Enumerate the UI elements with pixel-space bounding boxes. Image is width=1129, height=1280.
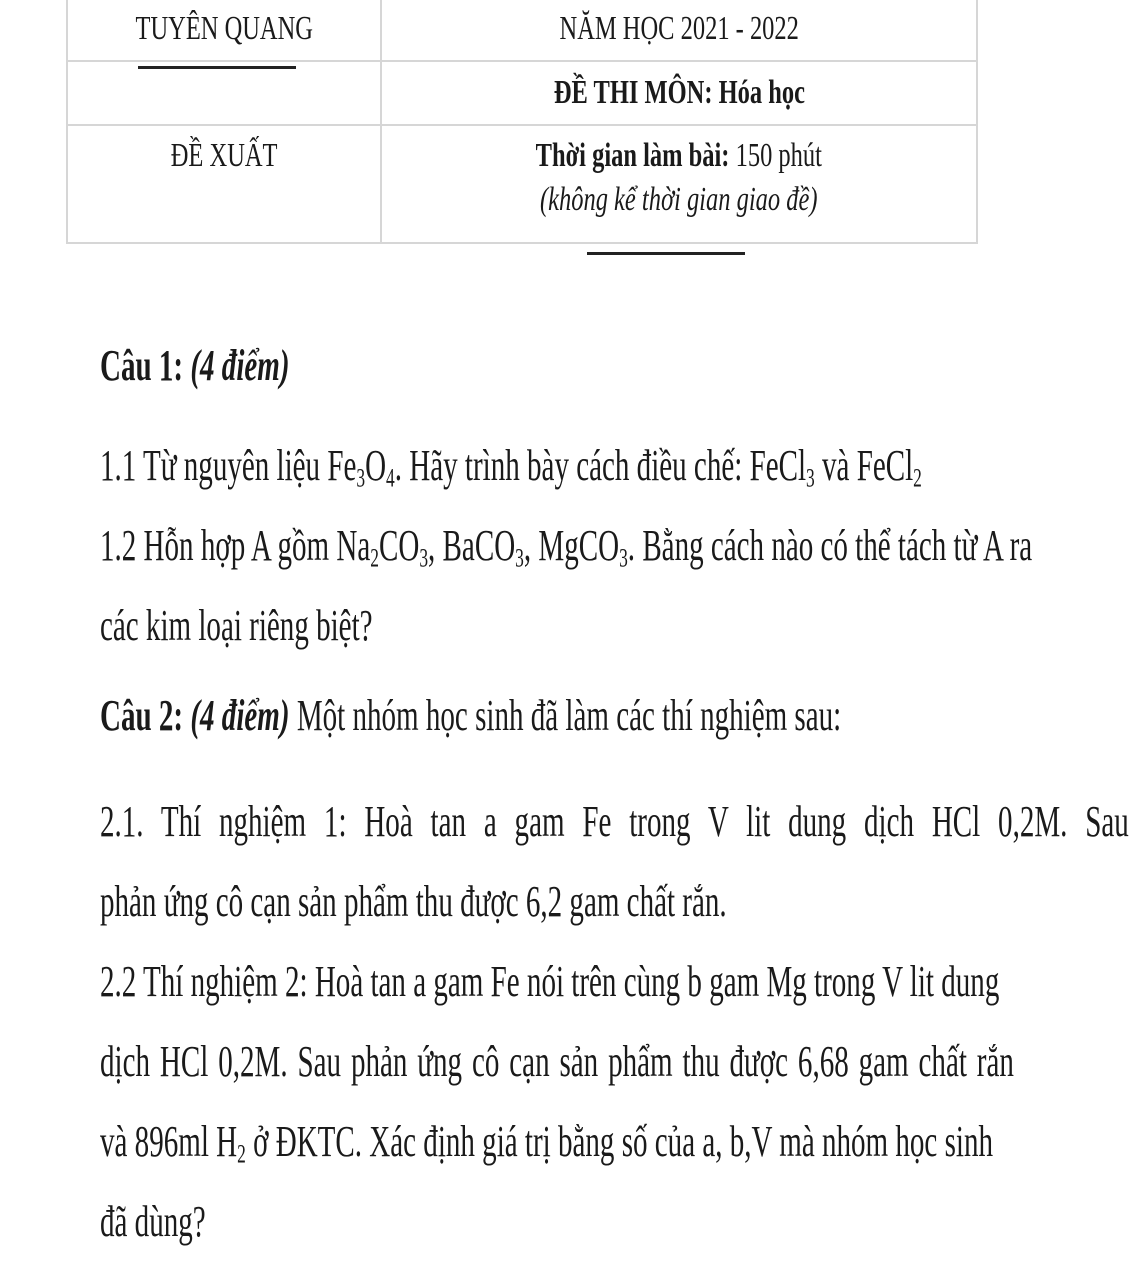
school-year: NĂM HỌC 2021 - 2022 — [559, 10, 799, 47]
question-2-2-line3: và 896ml $H_2$ ở ĐKTC. Xác định giá trị bằng số của a, b,V mà nhóm học sinh — [100, 1117, 993, 1169]
province-name: TUYÊN QUANG — [135, 10, 313, 47]
question-2-2-line2: dịch HCl 0,2M. Sau phản ứng cô cạn sản phẩm thu được 6,68 gam chất rắn — [100, 1037, 1014, 1086]
q2-title: Câu 2: — [100, 691, 184, 740]
header-cell-empty — [67, 61, 381, 125]
q1-points: (4 điểm) — [183, 341, 290, 390]
question-1-1: 1.1 Từ nguyên liệu $Fe_3O_4$. Hãy trình bày cách điều chế: FeCl$_3$ và FeCl$_2$ — [100, 441, 922, 493]
question-2-2-line1: 2.2 Thí nghiệm 2: Hoà tan a gam Fe nói trên cùng b gam Mg trong V lit dung — [100, 957, 1000, 1006]
header-cell-time — [381, 125, 977, 243]
exam-time — [536, 134, 822, 178]
exam-header-table — [66, 0, 978, 244]
header-cell-school-year — [381, 0, 977, 61]
q1-title: Câu 1: — [100, 341, 184, 390]
header-cell-subject — [381, 61, 977, 125]
time-underline — [587, 252, 745, 255]
q2-points: (4 điểm) — [183, 691, 290, 740]
question-2-heading — [100, 688, 841, 744]
q2-intro: Một nhóm học sinh đã làm các thí nghiệm sau: — [289, 691, 842, 740]
question-2-1-line1: 2.1. Thí nghiệm 1: Hoà tan a gam Fe trong V lit dung dịch HCl 0,2M. Sau — [100, 797, 1129, 846]
question-2-2-line4: đã dùng? — [100, 1197, 206, 1246]
time-value: 150 phút — [729, 137, 823, 174]
header-cell-province — [67, 0, 381, 61]
question-1-2-line2: các kim loại riêng biệt? — [100, 601, 373, 650]
exam-subject: ĐỀ THI MÔN: Hóa học — [553, 74, 805, 111]
header-cell-proposal — [67, 125, 381, 243]
province-underline — [138, 66, 296, 69]
question-1-heading — [100, 338, 290, 394]
proposal-label: ĐỀ XUẤT — [170, 137, 278, 174]
time-note: (không kể thời gian giao đề) — [540, 181, 818, 218]
question-1-2-line1: 1.2 Hỗn hợp A gồm $Na_2CO_3$, BaCO$_3$, MgCO$_3$. Bằng cách nào có thể tách từ A ra — [100, 521, 1033, 573]
question-2-1-line2: phản ứng cô cạn sản phẩm thu được 6,2 gam chất rắn. — [100, 877, 727, 926]
time-label: Thời gian làm bài: — [535, 137, 730, 174]
